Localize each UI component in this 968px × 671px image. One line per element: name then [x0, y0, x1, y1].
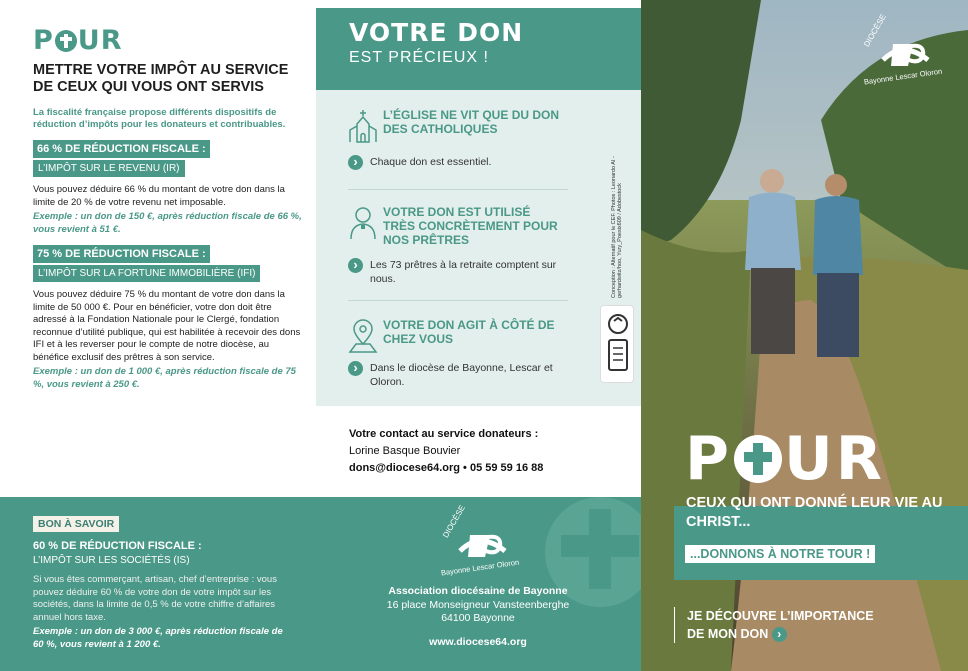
- cover-tag: ...DONNONS À NOTRE TOUR !: [685, 545, 875, 563]
- reasons-panel: [316, 90, 641, 406]
- bottom-panel: [0, 497, 641, 671]
- tax-info-column: [0, 0, 316, 497]
- association-url[interactable]: www.diocese64.org: [429, 635, 527, 648]
- ir-example: Exemple : un don de 150 €, après réduction fiscale de 66 %, vous revient à 51 €.: [33, 211, 302, 235]
- cover-pour: P UR: [685, 424, 885, 494]
- ir-body: Vous pouvez déduire 66 % du montant de votre don dans la limite de 20 % de votre revenu net imposable.: [33, 184, 285, 208]
- discover-line2: DE MON DON: [687, 627, 769, 641]
- cover-band: [674, 495, 968, 580]
- discover-line1: JE DÉCOUVRE L’IMPORTANCE: [687, 609, 874, 623]
- cross-icon: [55, 30, 77, 52]
- reason-text: › Les 73 prêtres à la retraite comptent sur nous.: [348, 258, 578, 286]
- is-subtitle: L’IMPÔT SUR LES SOCIÉTÉS (IS): [33, 555, 190, 566]
- ifi-subtitle: L’IMPÔT SUR LA FORTUNE IMMOBILIÈRE (IFI): [33, 265, 260, 282]
- recycle-icon: [601, 306, 635, 384]
- cross-icon: [734, 435, 782, 483]
- logo-bottom-text: Bayonne Lescar Oloron: [863, 66, 943, 87]
- contact-name: Lorine Basque Bouvier: [349, 445, 461, 457]
- logo-bottom-text: Bayonne Lescar Oloron: [440, 557, 520, 578]
- ir-subtitle: L’IMPÔT SUR LE REVENU (IR): [33, 160, 185, 177]
- cover-line: CEUX QUI ONT DONNÉ LEUR VIE AU CHRIST...: [686, 495, 943, 530]
- reason-heading: VOTRE DON EST UTILISÉ TRÈS CONCRÈTEMENT POUR NOS PRÊTRES: [383, 205, 558, 247]
- donor-contact: [316, 406, 641, 497]
- reason-heading: L’ÉGLISE NE VIT QUE DU DON DES CATHOLIQUES: [383, 108, 560, 136]
- church-icon: [348, 108, 378, 144]
- don-title: VOTRE DON: [349, 18, 524, 47]
- bon-a-savoir: [33, 514, 293, 651]
- reason-heading: VOTRE DON AGIT À CÔTÉ DE CHEZ VOUS: [383, 318, 555, 346]
- photo-credits: Conception : Alternatif pour le CEF. Photos : Leonardo AI - gerhardwitz/hoo, Yury_Poesix609 / Adobestock: [611, 156, 623, 298]
- association-street: 16 place Monseigneur Vansteenberghe: [386, 598, 570, 611]
- walker-young-man: [813, 174, 863, 357]
- contact-email[interactable]: dons@diocese64.org: [349, 462, 460, 474]
- contact-phone: • 05 59 59 16 88: [459, 462, 544, 474]
- priest-icon: [348, 205, 378, 241]
- recycle-logo: [600, 305, 634, 383]
- association-city: 64100 Bayonne: [441, 612, 515, 624]
- map-pin-icon: [348, 318, 378, 354]
- is-title: 60 % DE RÉDUCTION FISCALE :: [33, 540, 202, 552]
- discover-link[interactable]: [674, 607, 874, 643]
- ifi-example: Exemple : un don de 1 000 €, après réduction fiscale de 75 %, vous revient à 250 €.: [33, 366, 296, 390]
- divider: [348, 300, 568, 301]
- logo-top-text: DIOCÈSE: [441, 503, 467, 540]
- intro-text: La fiscalité française propose différents dispositifs de réduction d’impôts pour les donateurs et contribuables.: [33, 107, 286, 130]
- ifi-body: Vous pouvez déduire 75 % du montant de votre don dans la limite de 50 000 €. Pour en bénéficier, votre don doit être adressé à la Fondation Nationale pour le Clergé, fondation reconnue d’utilité publique, qui est habilitée à recevoir des dons IFI et à les reverser pour le compte de notre diocèse, au bénéfice exclusif des prêtres à son service.: [33, 289, 301, 363]
- ifi-title: 75 % DE RÉDUCTION FISCALE :: [33, 245, 210, 263]
- cover-panel: [641, 0, 968, 671]
- is-example: Exemple : un don de 3 000 €, après réduction fiscale de 60 %, vous revient à 1 200 €.: [33, 626, 283, 650]
- association-name: Association diocésaine de Bayonne: [388, 585, 568, 597]
- reason-text: › Dans le diocèse de Bayonne, Lescar et Oloron.: [348, 361, 578, 389]
- don-header: [316, 8, 641, 90]
- diocese-logo: [430, 503, 530, 581]
- ir-title: 66 % DE RÉDUCTION FISCALE :: [33, 140, 210, 158]
- reason-text: › Chaque don est essentiel.: [348, 155, 578, 169]
- chevron-right-icon: ›: [772, 627, 787, 642]
- column-heading: METTRE VOTRE IMPÔT AU SERVICE DE CEUX QUI VOUS ONT SERVIS: [33, 62, 289, 95]
- is-body: Si vous êtes commerçant, artisan, chef d’entreprise : vous pouvez déduire 60 % de votre don de votre impôt sur les sociétés, dans la limite de 0,5 % de votre chiffre d’affaires annuel hors taxe.: [33, 574, 277, 623]
- logo-top-text: DIOCÈSE: [862, 12, 888, 49]
- cover-logo: [853, 12, 953, 90]
- walker-old-man: [745, 169, 801, 354]
- don-subtitle: EST PRÉCIEUX !: [349, 49, 489, 66]
- contact-title: Votre contact au service donateurs :: [349, 428, 539, 440]
- pour-heading: P UR: [33, 25, 123, 56]
- association-address: [353, 585, 603, 649]
- divider: [348, 189, 568, 190]
- bon-a-savoir-tag: BON À SAVOIR: [33, 516, 119, 532]
